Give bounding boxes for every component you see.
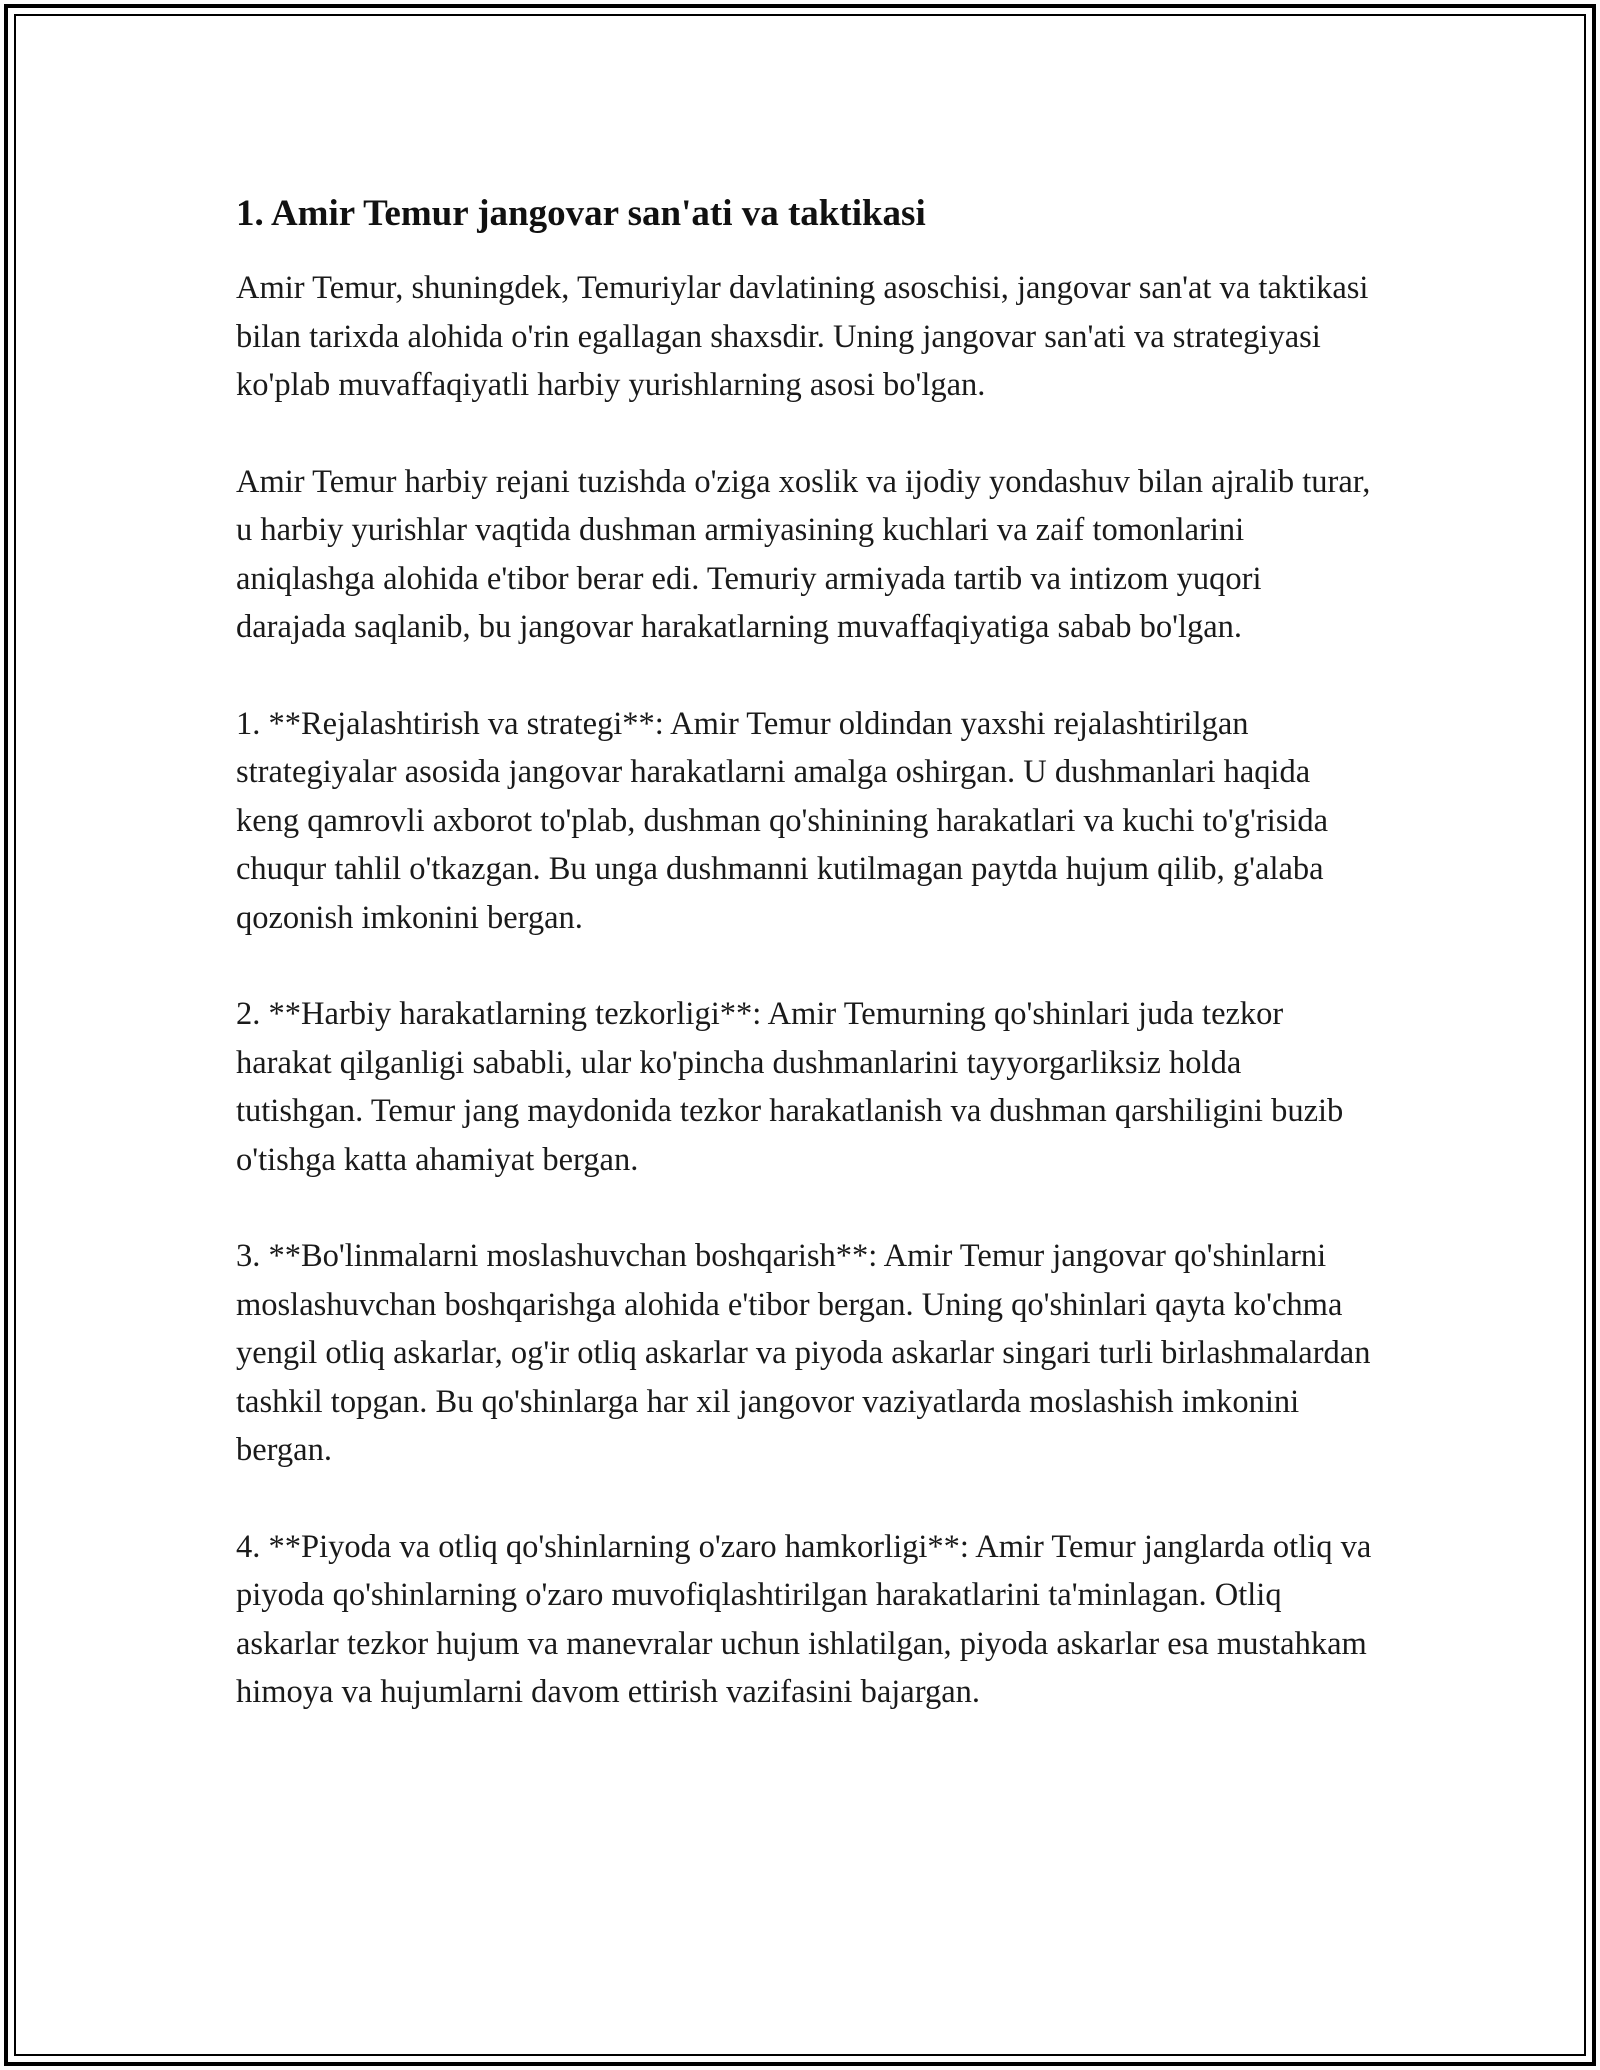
speed-paragraph: 2. **Harbiy harakatlarning tezkorligi**: Amir Temurning qo'shinlari juda tezkor harakat qilganligi sababli, ular ko'pincha dushmanlarini tayyorgarliksiz holda tutishgan. Temur jang maydonida tezkor harakatlanish va dushman qarshiligini buzib o'tishga katta ahamiyat bergan.: [236, 996, 1344, 1178]
planning-strategy-paragraph: 1. **Rejalashtirish va strategi**: Amir Temur oldindan yaxshi rejalashtirilgan strategiyalar asosida jangovar harakatlarni amalga oshirgan. U dushmanlari haqida keng qamrovli axborot to'plab, dushman qo'shinining harakatlari va kuchi to'g'risida chuqur tahlil o'tkazgan. Bu unga dushmanni kutilmagan paytda hujum qilib, g'alaba qozonish imkonini bergan.: [236, 705, 1329, 936]
discipline-paragraph: Amir Temur harbiy rejani tuzishda o'ziga xoslik va ijodiy yondashuv bilan ajralib turar, u harbiy yurishlar vaqtida dushman armiyasining kuchlari va zaif tomonlarini aniqlashga alohida e'tibor berar edi. Temuriy armiyada tartib va intizom yuqori darajada saqlanib, bu jangovar harakatlarning muvaffaqiyatiga sabab bo'lgan.: [236, 463, 1371, 645]
flexible-command-paragraph: 3. **Bo'linmalarni moslashuvchan boshqarish**: Amir Temur jangovar qo'shinlarni moslashuvchan boshqarishga alohida e'tibor bergan. Uning qo'shinlari qayta ko'chma yengil otliq askarlar, og'ir otliq askarlar va piyoda askarlar singari turli birlashmalardan tashkil topgan. Bu qo'shinlarga har xil jangovor vaziyatlarda moslashish imkonini bergan.: [236, 1238, 1371, 1468]
intro-paragraph: Amir Temur, shuningdek, Temuriylar davlatining asoschisi, jangovar san'at va taktikasi bilan tarixda alohida o'rin egallagan shaxsdir. Uning jangovar san'ati va strategiyasi ko'plab muvaffaqiyatli harbiy yurishlarning asosi bo'lgan.: [236, 270, 1369, 403]
document-title: 1. Amir Temur jangovar san'ati va taktikasi: [236, 193, 926, 234]
infantry-cavalry-paragraph: 4. **Piyoda va otliq qo'shinlarning o'zaro hamkorligi**: Amir Temur janglarda otliq va piyoda qo'shinlarning o'zaro muvofiqlashtirilgan harakatlarini ta'minlagan. Otliq askarlar tezkor hujum va manevralar uchun ishlatilgan, piyoda askarlar esa mustahkam himoya va hujumlarni davom ettirish vazifasini bajargan.: [236, 1528, 1372, 1710]
document-body: [236, 190, 1376, 1765]
